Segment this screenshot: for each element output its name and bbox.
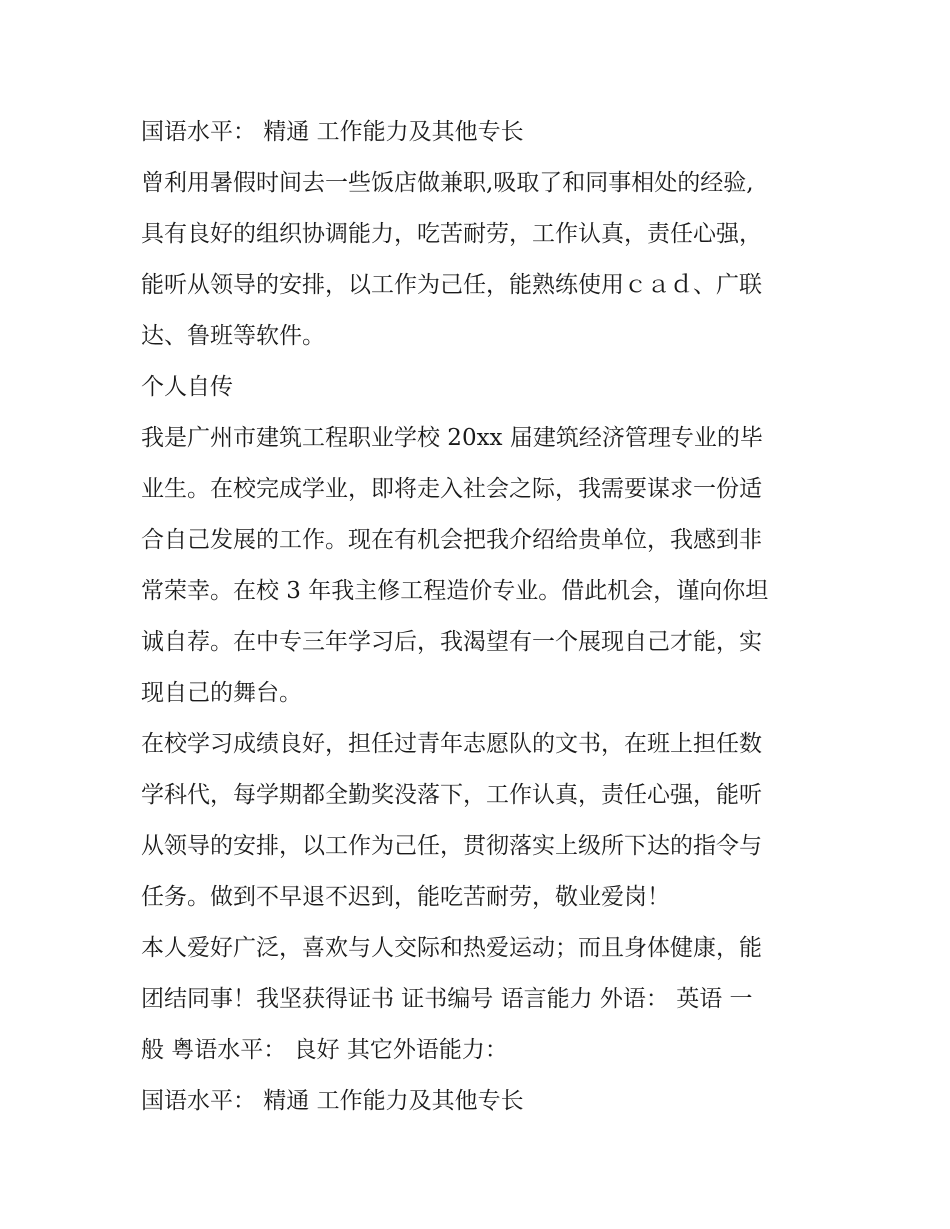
text-line: 现自己的舞台。	[141, 680, 302, 706]
text-line: 诚自荐。在中专三年学习后，我渴望有一个展现自己才能，实	[141, 629, 762, 655]
text-line: 国语水平： 精通 工作能力及其他专长	[141, 1088, 524, 1114]
text-line: 在校学习成绩良好，担任过青年志愿队的文书，在班上担任数	[141, 731, 762, 757]
text-line: 团结同事！我坚获得证书 证书编号 语言能力 外语： 英语 一	[141, 986, 753, 1012]
text-line: 合自己发展的工作。现在有机会把我介绍给贵单位，我感到非	[141, 527, 762, 553]
text-line: 达、鲁班等软件。	[141, 323, 325, 349]
text-line: 常荣幸。在校 3 年我主修工程造价专业。借此机会，谨向你坦	[141, 578, 769, 604]
text-line: 学科代，每学期都全勤奖没落下，工作认真，责任心强，能听	[141, 782, 762, 808]
text-line: 般 粤语水平： 良好 其它外语能力：	[141, 1037, 508, 1063]
section-heading: 个人自传	[141, 374, 233, 400]
text-line: 本人爱好广泛，喜欢与人交际和热爱运动；而且身体健康，能	[141, 935, 762, 961]
text-line: 能听从领导的安排，以工作为己任，能熟练使用ｃａｄ、广联	[141, 272, 762, 298]
text-line: 国语水平： 精通 工作能力及其他专长	[141, 119, 524, 145]
text-line: 从领导的安排，以工作为己任，贯彻落实上级所下达的指令与	[141, 833, 762, 859]
document-body	[141, 107, 821, 1127]
text-line: 我是广州市建筑工程职业学校 20xx 届建筑经济管理专业的毕	[141, 425, 763, 451]
text-line: 具有良好的组织协调能力，吃苦耐劳，工作认真，责任心强，	[141, 221, 762, 247]
text-line: 任务。做到不早退不迟到，能吃苦耐劳，敬业爱岗！	[141, 884, 670, 910]
text-line: 业生。在校完成学业，即将走入社会之际，我需要谋求一份适	[141, 476, 762, 502]
text-line: 曾利用暑假时间去一些饭店做兼职,吸取了和同事相处的经验,	[141, 170, 754, 196]
